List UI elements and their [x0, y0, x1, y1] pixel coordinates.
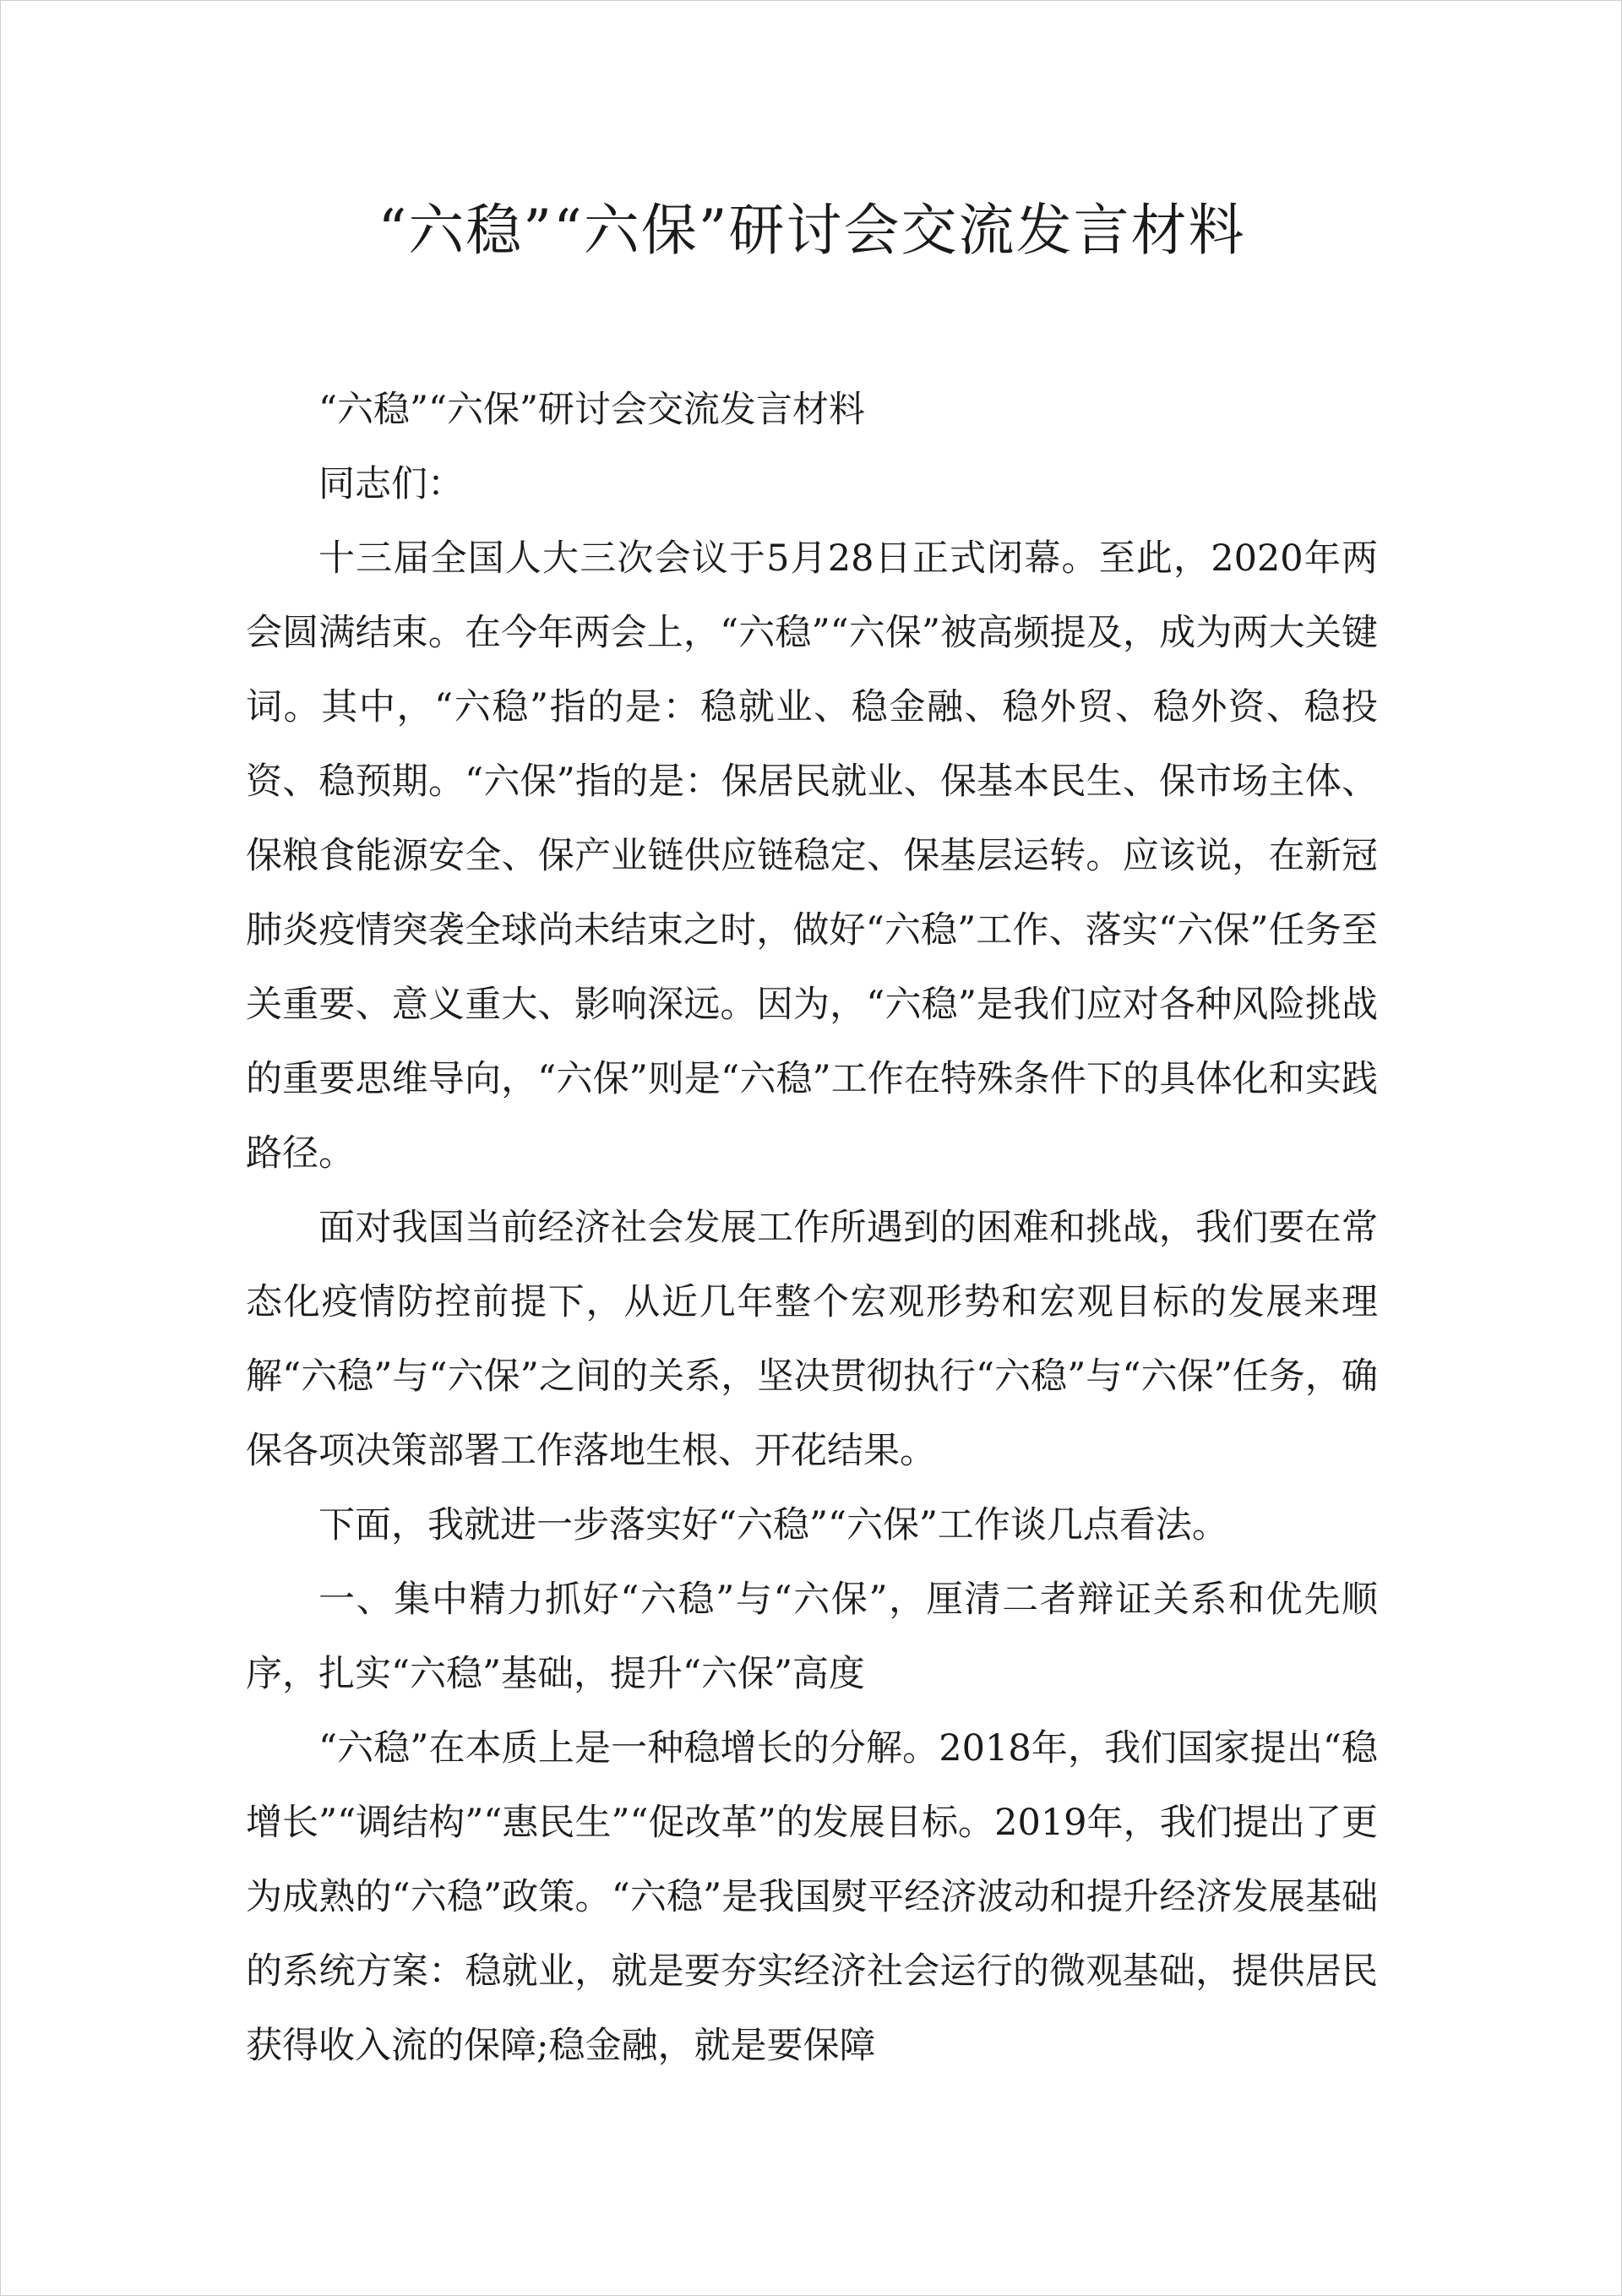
document-title: “六稳”“六保”研讨会交流发言材料	[378, 198, 1246, 263]
section-heading: 一、集中精力抓好“六稳”与“六保”，厘清二者辩证关系和优先顺序，扎实“六稳”基础，提升“六保”高度	[246, 1579, 1378, 1695]
body-paragraph: “六稳”在本质上是一种稳增长的分解。2018年，我们国家提出“稳增长”“调结构”“惠民生”“促改革”的发展目标。2019年，我们提出了更为成熟的“六稳”政策。“六稳”是我国熨平经济波动和提升经济发展基础的系统方案：稳就业，就是要夯实经济社会运行的微观基础，提供居民获得收入流的保障;稳金融，就是要保障	[246, 1727, 1378, 2067]
document-body	[246, 373, 1378, 2083]
body-paragraph: 面对我国当前经济社会发展工作所遇到的困难和挑战，我们要在常态化疫情防控前提下，从近几年整个宏观形势和宏观目标的发展来理解“六稳”与“六保”之间的关系，坚决贯彻执行“六稳”与“六保”任务，确保各项决策部署工作落地生根、开花结果。	[246, 1207, 1378, 1472]
body-paragraph: 十三届全国人大三次会议于5月28日正式闭幕。至此，2020年两会圆满结束。在今年两会上，“六稳”“六保”被高频提及，成为两大关键词。其中，“六稳”指的是：稳就业、稳金融、稳外贸、稳外资、稳投资、稳预期。“六保”指的是：保居民就业、保基本民生、保市场主体、保粮食能源安全、保产业链供应链稳定、保基层运转。应该说，在新冠肺炎疫情突袭全球尚未结束之时，做好“六稳”工作、落实“六保”任务至关重要、意义重大、影响深远。因为，“六稳”是我们应对各种风险挑战的重要思维导向，“六保”则是“六稳”工作在特殊条件下的具体化和实践路径。	[246, 537, 1378, 1175]
body-paragraph: 下面，我就进一步落实好“六稳”“六保”工作谈几点看法。	[318, 1504, 1228, 1546]
salutation: 同志们：	[318, 463, 464, 505]
document-subtitle: “六稳”“六保”研讨会交流发言材料	[318, 389, 865, 431]
